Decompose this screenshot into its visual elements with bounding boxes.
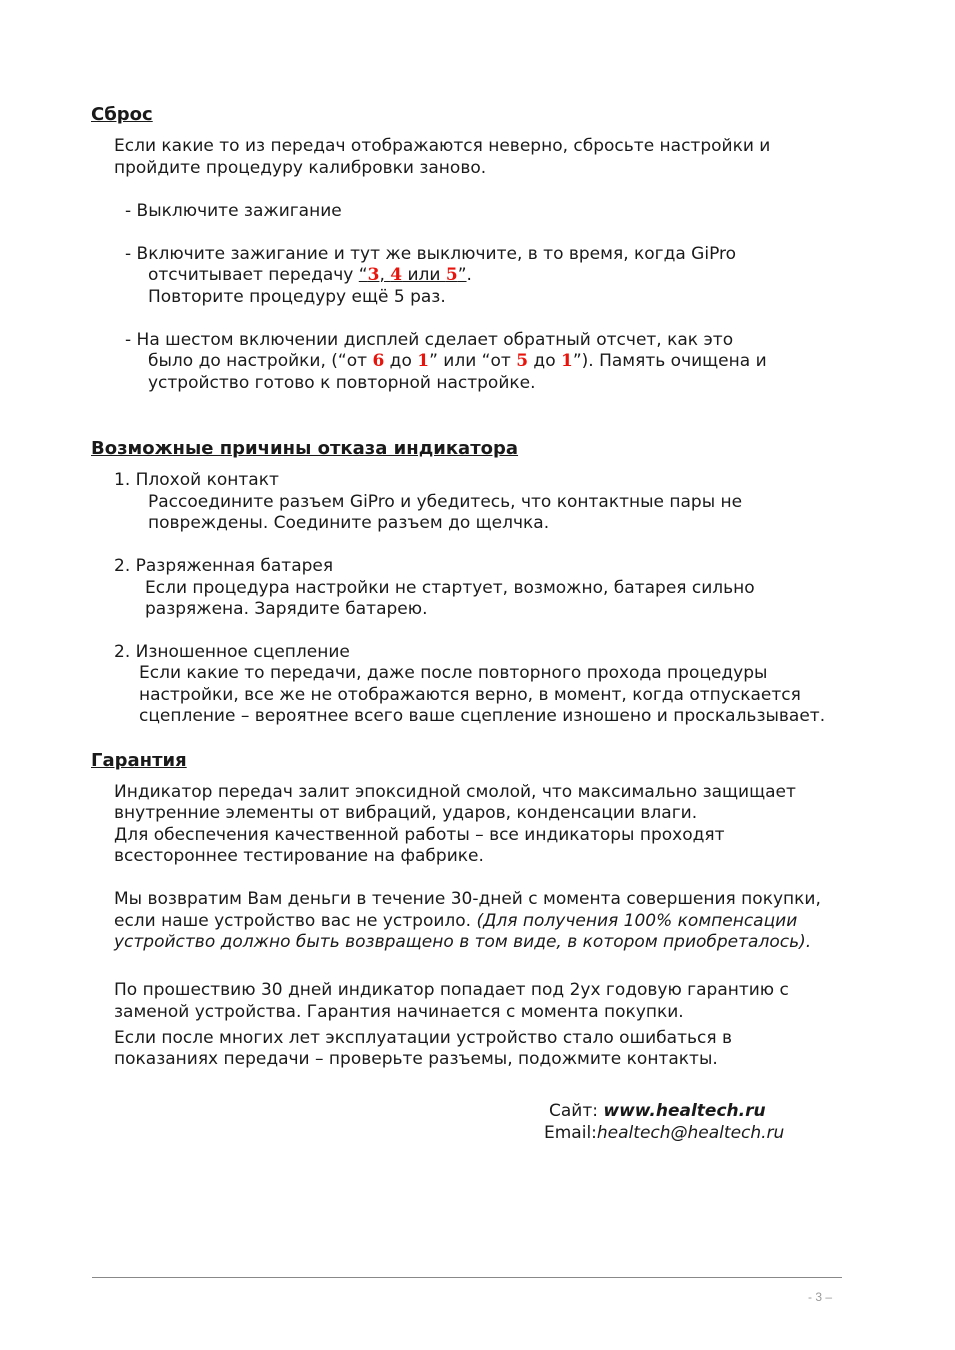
- refund-note-1: (Для получения 100% компенсации: [476, 911, 798, 931]
- gear-list: [359, 265, 467, 285]
- warranty-p1-line-4: всестороннее тестирование на фабрике.: [114, 846, 484, 866]
- quote-close: ”: [457, 265, 467, 285]
- gear-4: 4: [390, 265, 403, 285]
- reset-intro-line-1: Если какие то из передач отображаются неверно, сбросьте настройки и: [114, 136, 771, 156]
- cause-1-title: 1. Плохой контакт: [114, 470, 279, 490]
- section-title-warranty: Гарантия: [91, 750, 187, 771]
- gear-5-b: 5: [516, 351, 529, 371]
- warranty-p4-line-1: Если после многих лет эксплуатации устройство стало ошибаться в: [114, 1028, 732, 1048]
- warranty-p2-line-3: устройство должно быть возвращено в том виде, в котором приобреталось).: [114, 932, 812, 952]
- site-link[interactable]: www.healtech.ru: [603, 1101, 766, 1121]
- warranty-p2-line-1: Мы возвратим Вам деньги в течение 30-дней с момента совершения покупки,: [114, 889, 821, 909]
- or-word: или: [402, 265, 446, 285]
- s3-text-a: было до настройки, (“от: [148, 351, 373, 371]
- gear-6: 6: [372, 351, 385, 371]
- cause-2-text-1: Если процедура настройки не стартует, возможно, батарея сильно: [145, 578, 755, 598]
- site-label: Сайт:: [549, 1101, 604, 1121]
- warranty-p1-line-3: Для обеспечения качественной работы – все индикаторы проходят: [114, 825, 725, 845]
- section-title-causes: Возможные причины отказа индикатора: [91, 438, 519, 459]
- period: .: [466, 265, 472, 285]
- reset-step-2-line-3: Повторите процедуру ещё 5 раз.: [148, 287, 446, 307]
- cause-3-title: 2. Изношенное сцепление: [114, 642, 350, 662]
- gear-3: 3: [367, 265, 380, 285]
- warranty-p1-line-2: внутренние элементы от вибраций, ударов, конденсации влаги.: [114, 803, 698, 823]
- gear-1-b: 1: [561, 351, 573, 371]
- email-line: [544, 1123, 784, 1145]
- cause-3-text-3: сцепление – вероятнее всего ваше сцепление изношено и проскальзывает.: [139, 706, 826, 726]
- section-title-reset: Сброс: [91, 104, 153, 125]
- warranty-p3-line-2: заменой устройства. Гарантия начинается с момента покупки.: [114, 1002, 684, 1022]
- cause-3-text-2: настройки, все же не отображаются верно, в момент, когда отпускается: [139, 685, 801, 705]
- cause-3-text-1: Если какие то передачи, даже после повторного прохода процедуры: [139, 663, 768, 683]
- email-label: Email:: [544, 1123, 597, 1143]
- s3-text-c: ” или “от: [429, 351, 517, 371]
- page-number: - 3 –: [808, 1290, 833, 1304]
- reset-step-3-line-2: [148, 351, 767, 373]
- cause-2-title: 2. Разряженная батарея: [114, 556, 334, 576]
- s3-text-d: до: [528, 351, 561, 371]
- cause-1-text-2: повреждены. Соедините разъем до щелчка.: [148, 513, 550, 533]
- cause-2-text-2: разряжена. Зарядите батарею.: [145, 599, 428, 619]
- warranty-p2-line-2: [114, 911, 797, 933]
- refund-text: если наше устройство вас не устроило.: [114, 911, 477, 931]
- s3-text-e: ”). Память очищена и: [572, 351, 767, 371]
- gear-5: 5: [445, 265, 458, 285]
- warranty-p1-line-1: Индикатор передач залит эпоксидной смолой, что максимально защищает: [114, 782, 796, 802]
- gear-1-a: 1: [417, 351, 430, 371]
- reset-step-2-line-1: - Включите зажигание и тут же выключите, в то время, когда GiPro: [125, 244, 737, 264]
- warranty-p3-line-1: По прошествию 30 дней индикатор попадает под 2ух годовую гарантию с: [114, 980, 789, 1000]
- reset-step-2-line-2: [148, 265, 472, 287]
- step2-text: отсчитывает передачу: [148, 265, 359, 285]
- reset-step-1: - Выключите зажигание: [125, 201, 342, 221]
- email-link[interactable]: healtech@healtech.ru: [596, 1123, 785, 1143]
- quote-open: “: [358, 265, 368, 285]
- reset-intro-line-2: пройдите процедуру калибровки заново.: [114, 158, 487, 178]
- site-line: [549, 1101, 766, 1123]
- warranty-p4-line-2: показаниях передачи – проверьте разъемы, подожмите контакты.: [114, 1049, 718, 1069]
- comma: ,: [379, 265, 391, 285]
- reset-step-3-line-3: устройство готово к повторной настройке.: [148, 373, 536, 393]
- footer-divider: [92, 1277, 842, 1278]
- s3-text-b: до: [384, 351, 418, 371]
- reset-step-3-line-1: - На шестом включении дисплей сделает обратный отсчет, как это: [125, 330, 734, 350]
- cause-1-text-1: Рассоедините разъем GiPro и убедитесь, что контактные пары не: [148, 492, 743, 512]
